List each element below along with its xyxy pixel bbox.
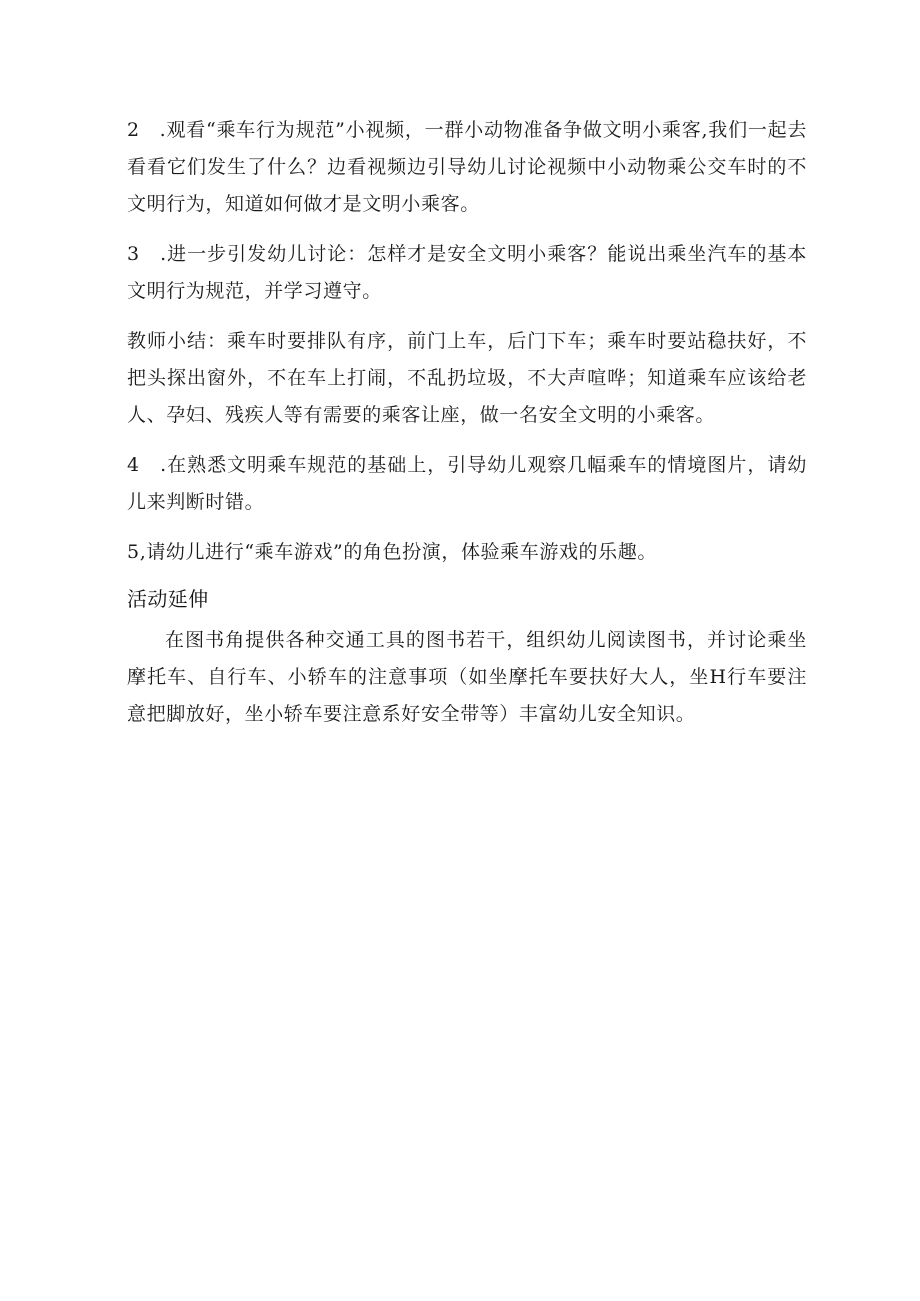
step-4-paragraph: 4 .在熟悉文明乘车规范的基础上，引导幼儿观察几幅乘车的情境图片，请幼儿来判断时错。 — [127, 454, 807, 513]
document-body — [127, 112, 807, 746]
section-title-activity-extension: 活动延伸 — [127, 587, 209, 611]
teacher-summary-paragraph: 教师小结：乘车时要排队有序，前门上车，后门下车；乘车时要站稳扶好，不把头探出窗外，不在车上打闹，不乱扔垃圾，不大声喧哗；知道乘车应该给老人、孕妇、残疾人等有需要的乘客让座，做一名安全文明的小乘客。 — [127, 330, 807, 426]
extension-paragraph: 在图书角提供各种交通工具的图书若干，组织幼儿阅读图书，并讨论乘坐摩托车、自行车、小轿车的注意事项（如坐摩托车要扶好大人，坐H行车要注意把脚放好，坐小轿车要注意系好安全带等）丰富幼儿安全知识。 — [127, 629, 807, 725]
step-5-paragraph: 5,请幼儿进行“乘车游戏”的角色扮演，体验乘车游戏的乐趣。 — [127, 541, 657, 563]
step-3-paragraph: 3 .进一步引发幼儿讨论：怎样才是安全文明小乘客？能说出乘坐汽车的基本文明行为规范，并学习遵守。 — [127, 243, 807, 302]
step-2-paragraph: 2 .观看“乘车行为规范”小视频，一群小动物准备争做文明小乘客,我们一起去看看它们发生了什么？边看视频边引导幼儿讨论视频中小动物乘公交车时的不文明行为，知道如何做才是文明小乘客。 — [127, 119, 807, 215]
